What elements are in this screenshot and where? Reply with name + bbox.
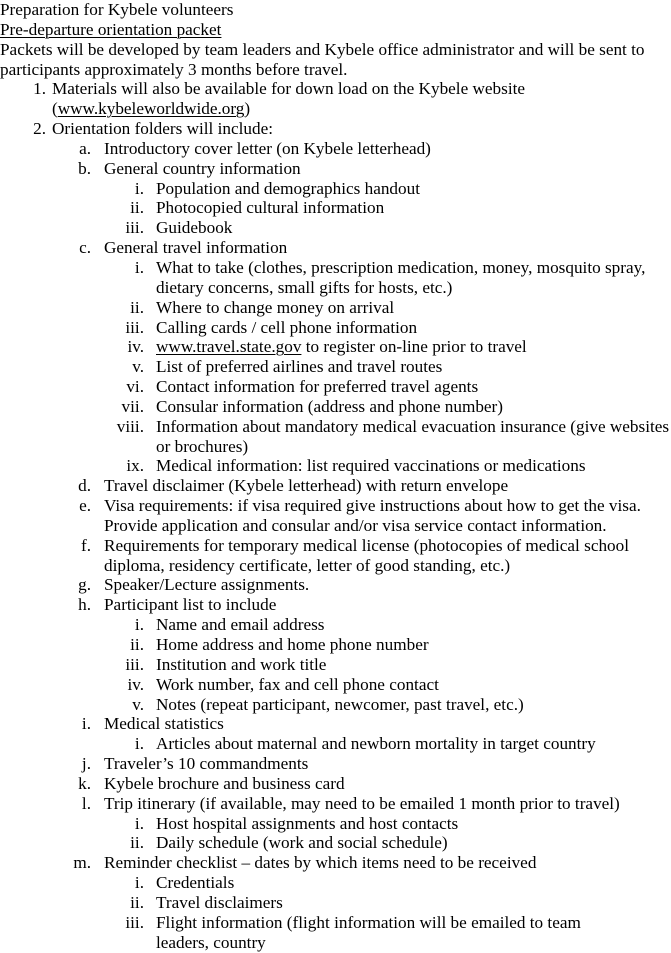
list-item-cont: dietary concerns, small gifts for hosts, etc.): [156, 277, 453, 297]
document-subtitle: Pre-departure orientation packet: [0, 19, 222, 39]
list-item: iv. www.travel.state.gov to register on-line prior to travel: [127, 337, 527, 357]
list-item: ii. Travel disclaimers: [130, 892, 283, 912]
list-item: a. Introductory cover letter (on Kybele letterhead): [79, 138, 431, 158]
list-item: i. Articles about maternal and newborn mortality in target country: [134, 734, 596, 754]
list-item: f. Requirements for temporary medical license (photocopies of medical school: [80, 535, 629, 555]
list-item: i. Credentials: [134, 873, 235, 893]
list-item: ii. Home address and home phone number: [130, 635, 429, 654]
list-item: vi. Contact information for preferred travel agents: [126, 377, 479, 397]
list-item: i. Host hospital assignments and host contacts: [134, 813, 459, 833]
list-marker: 1.: [33, 79, 46, 99]
list-item: e. Visa requirements: if visa required give instructions about how to get the visa.: [79, 496, 641, 516]
list-item: 1. Materials will also be available for down load on the Kybele website: [0, 79, 671, 99]
list-item: g. Speaker/Lecture assignments.: [78, 575, 310, 595]
list-item: k. Kybele brochure and business card: [78, 773, 345, 793]
list-item: v. List of preferred airlines and travel routes: [132, 357, 443, 377]
list-item: iii. Calling cards / cell phone information: [125, 317, 418, 337]
list-item: iv. Work number, fax and cell phone contact: [127, 674, 439, 694]
list-item: ii. Where to change money on arrival: [130, 297, 395, 317]
list-item: viii. Information about mandatory medical evacuation insurance (give websites: [116, 416, 670, 436]
list-item: ii. Photocopied cultural information: [130, 198, 385, 218]
list-item: vii. Consular information (address and phone number): [121, 396, 504, 416]
list-item: i. Medical statistics: [81, 714, 224, 734]
list-item: i. Name and email address: [134, 615, 325, 635]
list-item: i. What to take (clothes, prescription medication, money, mosquito spray,: [134, 257, 646, 277]
intro-paragraph-cont: participants approximately 3 months before travel.: [0, 59, 348, 79]
list-item: j. Traveler’s 10 commandments: [81, 754, 309, 774]
list-item-cont: or brochures): [156, 436, 249, 456]
list-item: v. Notes (repeat participant, newcomer, past travel, etc.): [132, 694, 524, 714]
list-item-cont: (www.kybeleworldwide.org): [52, 99, 251, 119]
list-item: l. Trip itinerary (if available, may need to be emailed 1 month prior to travel): [81, 793, 620, 813]
intro-paragraph: Packets will be developed by team leaders and Kybele office administrator and will be sent to: [0, 39, 645, 59]
list-item-cont: Provide application and consular and/or visa service contact information.: [104, 515, 607, 535]
list-item: i. Population and demographics handout: [134, 178, 420, 198]
document-title: Preparation for Kybele volunteers: [0, 0, 234, 19]
list-item-cont: leaders, country: [156, 932, 266, 952]
list-item: iii. Guidebook: [125, 218, 233, 238]
list-item: iii. Institution and work title: [125, 654, 327, 674]
list-marker: 2.: [33, 119, 46, 139]
travel-state-gov-link[interactable]: www.travel.state.gov: [156, 337, 302, 357]
list-item: d. Travel disclaimer (Kybele letterhead) with return envelope: [78, 476, 509, 496]
list-item: 2. Orientation folders will include:: [0, 119, 671, 139]
kybele-website-link[interactable]: www.kybeleworldwide.org: [57, 99, 245, 119]
list-item: m. Reminder checklist – dates by which items need to be received: [73, 853, 537, 873]
list-item: ix. Medical information: list required vaccinations or medications: [126, 456, 586, 476]
list-item: h. Participant list to include: [78, 595, 277, 615]
list-item-cont: diploma, residency certificate, letter of good standing, etc.): [104, 555, 511, 575]
list-item: iii. Flight information (flight information will be emailed to team: [125, 912, 581, 932]
list-item: ii. Daily schedule (work and social schedule): [130, 833, 448, 853]
list-item: b. General country information: [78, 158, 301, 178]
list-item: c. General travel information: [79, 238, 288, 258]
